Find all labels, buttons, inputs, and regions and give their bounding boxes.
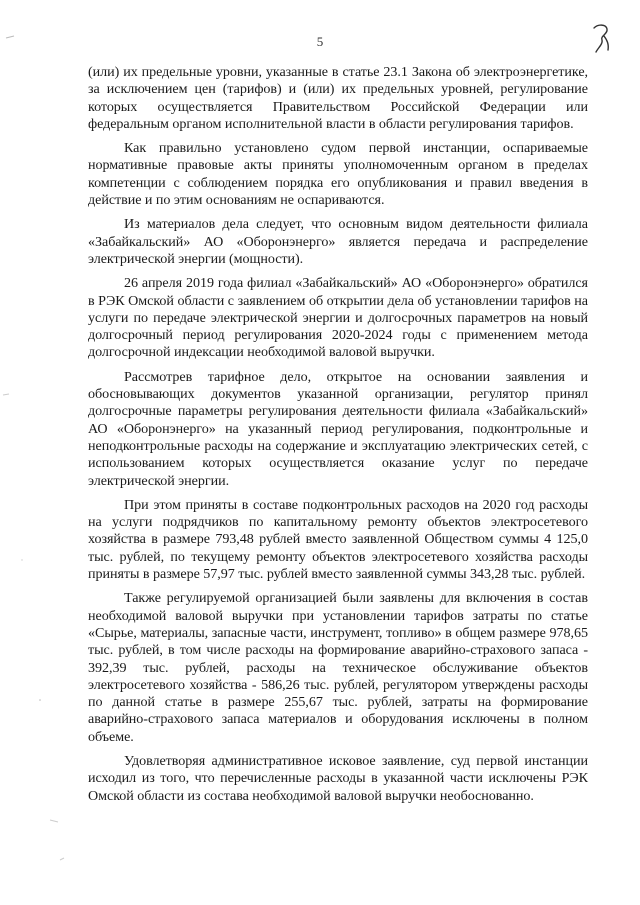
paragraph: 26 апреля 2019 года филиал «Забайкальский» АО «Оборонэнерго» обратился в РЭК Омской области с заявлением об открытии дела об установлении тарифов на услуги по передаче электрической энергии и долгосрочных параметров на новый долгосрочный период регулирования 2020-2024 годы с применением метода долгосрочной индексации необходимой валовой выручки.	[88, 275, 588, 361]
paragraph: Из материалов дела следует, что основным видом деятельности филиала «Забайкальский» АО «Оборонэнерго» является передача и распределение электрической энергии (мощности).	[88, 216, 588, 267]
paragraph: (или) их предельные уровни, указанные в статье 23.1 Закона об электроэнергетике, за исключением цен (тарифов) и (или) их предельных уровней, регулирование которых осуществляется Правительством Российской Федерации или федеральным органом исполнительной власти в области регулирования тарифов.	[88, 64, 588, 132]
handwritten-mark	[590, 22, 614, 54]
page-number: 5	[316, 34, 324, 49]
paragraph: При этом приняты в составе подконтрольных расходов на 2020 год расходы на услуги подрядчиков по капитальному ремонту объектов электросетевого хозяйства в размере 793,48 рублей вместо заявленной Обществом суммы 4 125,0 тыс. рублей, по текущему ремонту объектов электросетевого хозяйства расходы приняты в размере 57,97 тыс. рублей вместо заявленной суммы 343,28 тыс. рублей.	[88, 496, 588, 583]
paragraph: Как правильно установлено судом первой инстанции, оспариваемые нормативные правовые акты приняты уполномоченным органом в пределах компетенции с соблюдением порядка его опубликования и правил введения в действие и по этим основаниям не оспариваются.	[88, 140, 588, 209]
paragraph: Рассмотрев тарифное дело, открытое на основании заявления и обосновывающих документов указанной организации, регулятор принял долгосрочные параметры регулирования деятельности филиала «Забайкальский» АО «Оборонэнерго» на указанный период регулирования, подконтрольные и неподконтрольные расходы на содержание и эксплуатацию электрических сетей, с использованием которых осуществляется оказание услуг по передаче электрической энергии.	[88, 368, 588, 489]
paragraph: Удовлетворяя административное исковое заявление, суд первой инстанции исходил из того, что перечисленные расходы в указанной части исключены РЭК Омской области из состава необходимой валовой выручки необоснованно.	[88, 752, 588, 804]
document-body	[88, 64, 588, 812]
paragraph: Также регулируемой организацией были заявлены для включения в состав необходимой валовой выручки при установлении тарифов затраты по статье «Сырье, материалы, запасные части, инструмент, топливо» в общем размере 978,65 тыс. рублей, в том числе расходы на формирование аварийно-страхового запаса - 392,39 тыс. рублей, расходы на техническое обслуживание объектов электросетевого хозяйства - 586,26 тыс. рублей, регулятором утверждены расходы по данной статье в размере 255,67 тыс. рублей, затраты на формирование аварийно-страхового запаса материалов и оборудования исключены в полном объеме.	[88, 590, 588, 745]
